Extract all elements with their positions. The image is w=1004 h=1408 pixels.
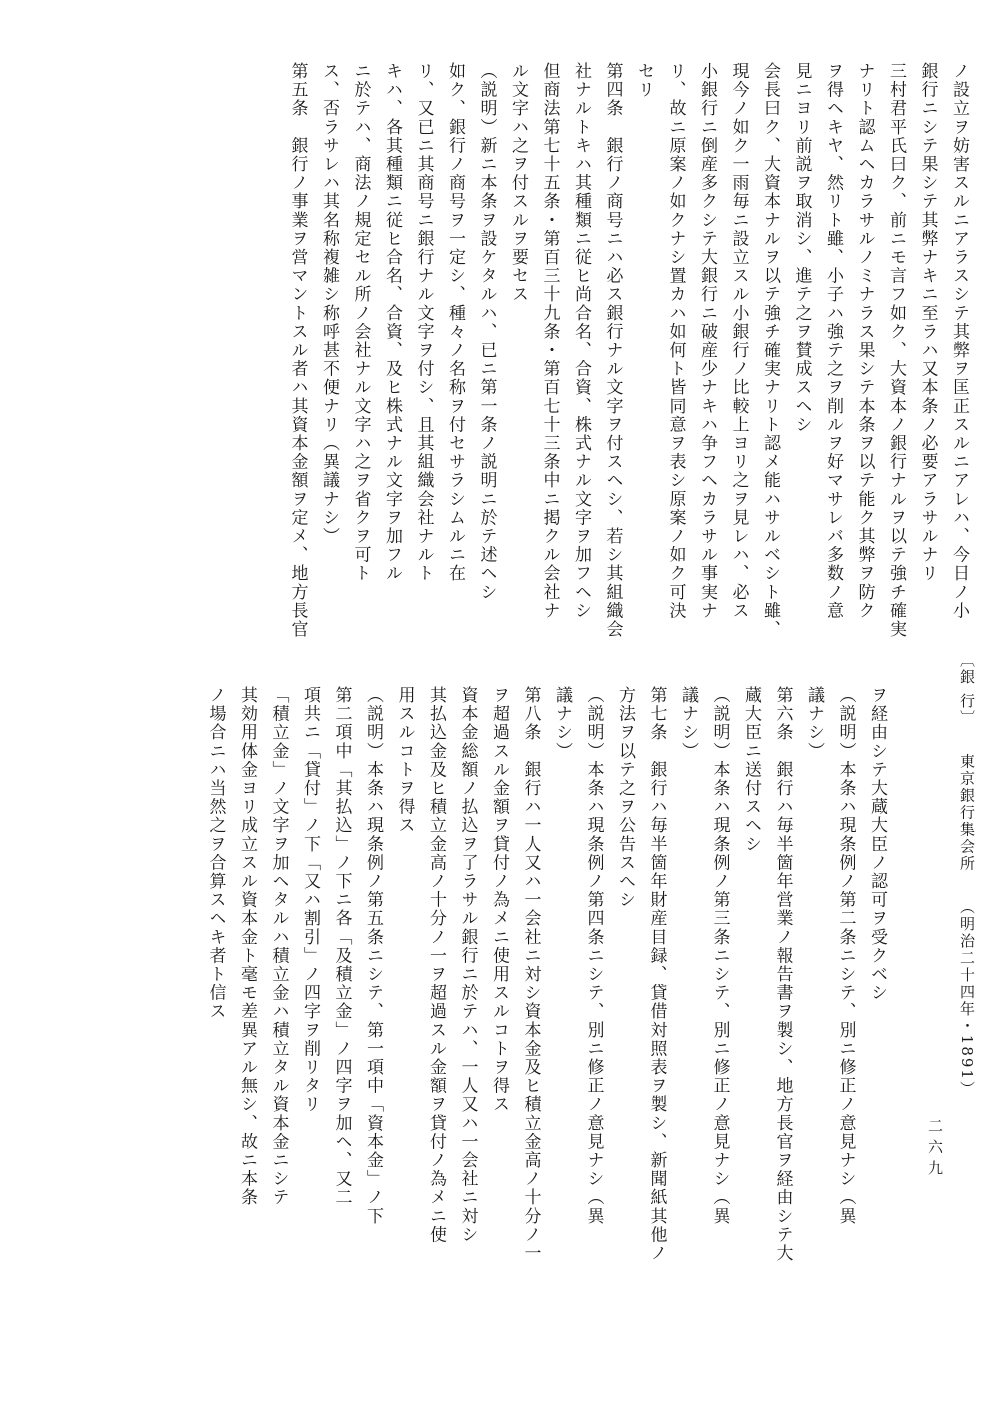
text-column: キハ、各其種類ニ従ヒ合名、合資、及ヒ株式ナル文字ヲ加フル [382, 62, 402, 583]
text-column: 議ナシ） [552, 686, 572, 761]
text-column: 現今ノ如ク一雨毎ニ設立スル小銀行ノ比較上ヨリ之ヲ見レハ、必ス [728, 62, 749, 620]
text-column: 方法ヲ以テ之ヲ公告スへシ [615, 686, 635, 910]
text-column: 社ナルトキハ其種類ニ従ヒ尚合名、合資、株式ナル文字ヲ加フヘシ [571, 62, 591, 620]
text-column: ス、否ラサレハ其名称複雑シ称呼甚不便ナリ（異議ナシ） [319, 62, 339, 546]
text-column: 第二項中「其払込」ノ下ニ各「及積立金」ノ四字ヲ加ヘ、又二 [331, 686, 352, 1207]
text-column: 第六条 銀行ハ毎半箇年営業ノ報告書ヲ製シ、地方長官ヲ経由シテ大 [772, 686, 793, 1263]
text-column: 如ク、銀行ノ商号ヲ一定シ、種々ノ名称ヲ付セサラシムルニ在 [445, 62, 465, 583]
text-column: 議ナシ） [678, 686, 698, 761]
text-column: 資本金総額ノ払込ヲ了ラサル銀行ニ於テハ、一人又ハ一会社ニ対シ [457, 686, 478, 1244]
text-column: リ、又已ニ其商号ニ銀行ナル文字ヲ付シ、且其組織会社ナルト [413, 62, 434, 583]
text-column: （説明）本条ハ現条例ノ第五条ニシテ、第一項中「資本金」ノ下 [363, 686, 383, 1226]
text-column: 第七条 銀行ハ毎半箇年財産目録、貸借対照表ヲ製シ、新聞紙其他ノ [646, 686, 667, 1263]
text-column: セリ [634, 62, 654, 100]
running-head-date: （明治二十四年・1891） [958, 906, 976, 1098]
text-column: ノ場合ニハ当然之ヲ合算スヘキ者ト信ス [205, 686, 226, 1021]
text-column: 小銀行ニ倒産多クシテ大銀行ニ破産少ナキハ争フヘカラサル事実ナ [697, 62, 717, 620]
upper-text-block [281, 62, 974, 642]
text-column: 但商法第七十五条・第百三十九条・第百七十三条中ニ掲クル会社ナ [539, 62, 560, 620]
running-head [957, 652, 978, 1098]
text-column: 会長曰ク、大資本ナルヲ以テ強チ確実ナリト認メ能ハサルベシト雖、 [760, 62, 780, 639]
text-column: 見ニヨリ前説ヲ取消シ、進テ之ヲ賛成スヘシ [791, 62, 812, 434]
text-column: （説明）本条ハ現条例ノ第三条ニシテ、別ニ修正ノ意見ナシ（異 [709, 686, 730, 1226]
lower-text-block [199, 686, 892, 1286]
text-column: （説明）本条ハ現条例ノ第二条ニシテ、別ニ修正ノ意見ナシ（異 [835, 686, 856, 1226]
text-column: 「積立金」ノ文字ヲ加ヘタルハ積立金ハ積立タル資本金ニシテ [268, 686, 289, 1207]
running-head-source: 東京銀行集会所 [958, 753, 976, 873]
running-head-section: 〔銀 行〕 [958, 652, 976, 720]
text-column: ル文字ハ之ヲ付スルヲ要セス [508, 62, 528, 304]
text-column: （説明）新ニ本条ヲ設ケタルハ、已ニ第一条ノ説明ニ於テ述ヘシ [476, 62, 497, 602]
text-column: （説明）本条ハ現条例ノ第四条ニシテ、別ニ修正ノ意見ナシ（異 [583, 686, 604, 1226]
text-column: 第四条 銀行ノ商号ニハ必ス銀行ナル文字ヲ付スヘシ、若シ其組織会 [602, 62, 623, 639]
text-column: 第八条 銀行ハ一人又ハ一会社ニ対シ資本金及ヒ積立金高ノ十分ノ一 [520, 686, 541, 1263]
text-column: 第五条 銀行ノ事業ヲ営マントスル者ハ其資本金額ヲ定メ、地方長官 [287, 62, 308, 639]
text-column: ノ設立ヲ妨害スルニアラスシテ其弊ヲ匡正スルニアレハ、今日ノ小 [949, 62, 969, 620]
text-column: 用スルコトヲ得ス [394, 686, 415, 835]
text-column: 蔵大臣ニ送付スヘシ [741, 686, 761, 854]
text-column: 三村君平氏曰ク、前ニモ言フ如ク、大資本ノ銀行ナルヲ以テ強チ確実 [886, 62, 906, 639]
text-column: 議ナシ） [804, 686, 824, 761]
text-column: リ、故ニ原案ノ如クナシ置カハ如何ト皆同意ヲ表シ原案ノ如ク可決 [665, 62, 686, 620]
text-column: ヲ得ヘキヤ、然リト雖、小子ハ強テ之ヲ削ルヲ好マサレバ多数ノ意 [823, 62, 843, 620]
text-column: ナリト認ムヘカラサルノミナラス果シテ本条ヲ以テ能ク其弊ヲ防ク [854, 62, 875, 620]
text-column: 其効用体金ヨリ成立スル資本金ト毫モ差異アル無シ、故ニ本条 [237, 686, 257, 1207]
page-number: 二六九 [926, 1118, 944, 1181]
text-column: 其払込金及ヒ積立金高ノ十分ノ一ヲ超過スル金額ヲ貸付ノ為メニ使 [426, 686, 446, 1244]
text-column: 項共ニ「貸付」ノ下「又ハ割引」ノ四字ヲ削リタリ [300, 686, 320, 1114]
text-column: ヲ経由シテ大蔵大臣ノ認可ヲ受クベシ [867, 686, 887, 1003]
text-column: ヲ超過スル金額ヲ貸付ノ為メニ使用スルコトヲ得ス [489, 686, 509, 1114]
text-column: ニ於テハ、商法ノ規定セル所ノ会社ナル文字ハ之ヲ省クヲ可ト [350, 62, 371, 583]
text-column: 銀行ニシテ果シテ其弊ナキニ至ラハ又本条ノ必要アラサルナリ [917, 62, 938, 583]
